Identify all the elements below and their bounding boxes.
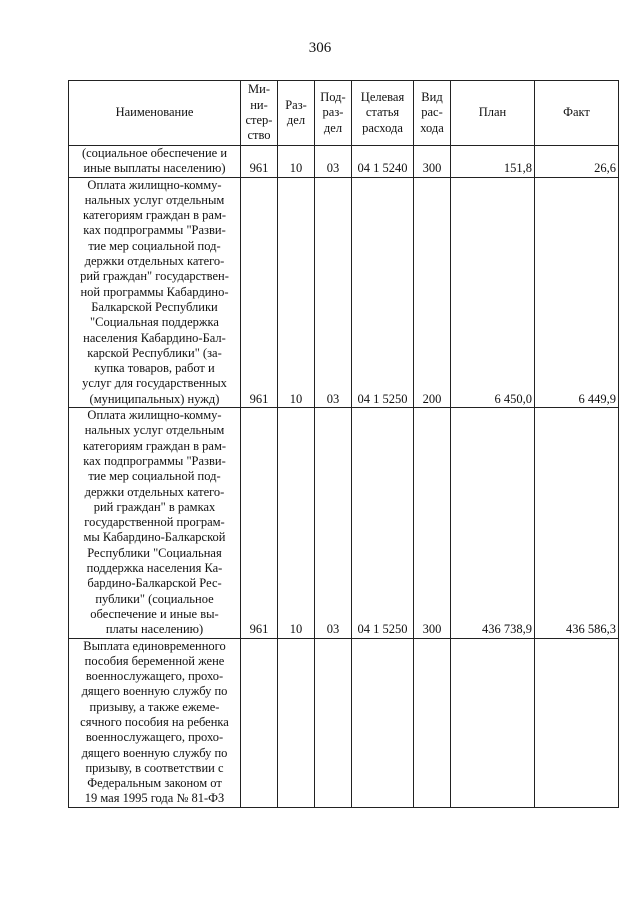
row-target: 04 1 5240 (352, 146, 414, 178)
text-line: поддержка населения Ка- (86, 561, 223, 576)
text-line: услуг для государственных (82, 376, 227, 391)
header-name (69, 81, 241, 146)
text-line: "Социальная поддержка (90, 315, 219, 330)
text-line: Республики "Социальная (87, 545, 222, 560)
text-line: рас- (421, 105, 443, 120)
row-plan (451, 638, 535, 807)
text-line: мы Кабардино-Балкарской (83, 530, 226, 545)
row-subsection: 03 (315, 408, 352, 638)
text-line: ни- (250, 97, 268, 112)
row-fact (535, 638, 619, 807)
text-line: рий граждан" в рамках (93, 499, 216, 514)
row-ministry (241, 638, 278, 807)
text-line: тие мер социальной под- (88, 238, 221, 253)
text-line: 19 мая 1995 года № 81-ФЗ (84, 791, 225, 806)
row-plan: 6 450,0 (451, 177, 535, 407)
text-line: сячного пособия на ребенка (80, 714, 229, 729)
row-section: 10 (278, 177, 315, 407)
row-subsection (315, 638, 352, 807)
table-row (69, 146, 619, 178)
text-line: Оплата жилищно-комму- (87, 408, 222, 423)
row-name (69, 638, 241, 807)
text-line: купка товаров, работ и (94, 361, 215, 376)
row-target: 04 1 5250 (352, 177, 414, 407)
header-target-article (352, 81, 414, 146)
text-line: категориям граждан в рам- (82, 438, 227, 453)
text-line: Под- (320, 90, 346, 105)
text-line: Факт (563, 105, 590, 120)
header-subsection (315, 81, 352, 146)
text-line: обеспечение и иные вы- (90, 606, 219, 621)
row-section (278, 638, 315, 807)
text-line: тие мер социальной под- (88, 469, 221, 484)
row-subsection: 03 (315, 146, 352, 178)
row-fact: 26,6 (535, 146, 619, 178)
text-line: военнослужащего, прохо- (85, 669, 224, 684)
text-line: держки отдельных катего- (84, 254, 225, 269)
row-ministry: 961 (241, 146, 278, 178)
row-target (352, 638, 414, 807)
header-ministry (241, 81, 278, 146)
row-plan: 436 738,9 (451, 408, 535, 638)
text-line: ках подпрограммы "Разви- (83, 453, 226, 468)
text-line: Оплата жилищно-комму- (87, 177, 222, 192)
text-line: Выплата единовременного (83, 638, 226, 653)
row-type: 200 (414, 177, 451, 407)
text-line: (муниципальных) нужд) (89, 391, 220, 406)
text-line: дящего военную службу по (81, 745, 228, 760)
text-line: призыву, а также ежеме- (89, 699, 220, 714)
text-line: нальных услуг отдельным (84, 192, 225, 207)
text-line: военнослужащего, прохо- (85, 730, 224, 745)
header-row (69, 81, 619, 146)
text-line: иные выплаты населению) (83, 161, 226, 176)
budget-table (68, 80, 619, 808)
text-line: дел (323, 120, 343, 135)
text-line: Федеральным законом от (87, 776, 222, 791)
text-line: ках подпрограммы "Разви- (83, 223, 226, 238)
text-line: категориям граждан в рам- (82, 208, 227, 223)
text-line: призыву, в соответствии с (85, 760, 224, 775)
text-line: нальных услуг отдельным (84, 423, 225, 438)
row-type (414, 638, 451, 807)
text-line: карской Республики" (за- (87, 345, 222, 360)
text-line: ство (247, 128, 271, 143)
text-line: рий граждан" государствен- (80, 269, 229, 284)
header-expense-type (414, 81, 451, 146)
row-fact: 436 586,3 (535, 408, 619, 638)
row-type: 300 (414, 146, 451, 178)
row-target: 04 1 5250 (352, 408, 414, 638)
header-section (278, 81, 315, 146)
text-line: (социальное обеспечение и (81, 146, 228, 160)
row-plan: 151,8 (451, 146, 535, 178)
text-line: публики" (социальное (95, 591, 214, 606)
row-section: 10 (278, 146, 315, 178)
row-name (69, 408, 241, 638)
text-line: бардино-Балкарской Рес- (87, 576, 222, 591)
text-line: Вид (421, 90, 443, 105)
text-line: дел (286, 113, 306, 127)
row-name (69, 177, 241, 407)
text-line: населения Кабардино-Бал- (83, 330, 226, 345)
table-row (69, 408, 619, 638)
text-line: стер- (245, 113, 273, 127)
text-line: дящего военную службу по (81, 684, 228, 699)
row-ministry: 961 (241, 408, 278, 638)
text-line: Ми- (248, 82, 270, 97)
row-name (69, 146, 241, 178)
row-ministry: 961 (241, 177, 278, 407)
text-line: Раз- (285, 97, 307, 112)
text-line: Балкарской Республики (91, 299, 218, 314)
text-line: расхода (362, 120, 403, 135)
text-line: хода (420, 120, 444, 135)
row-type: 300 (414, 408, 451, 638)
row-fact: 6 449,9 (535, 177, 619, 407)
text-line: ной программы Кабардино- (80, 284, 229, 299)
header-plan (451, 81, 535, 146)
text-line: План (478, 105, 507, 120)
text-line: государственной програм- (84, 515, 225, 530)
text-line: Наименование (115, 105, 194, 120)
table-row (69, 638, 619, 807)
row-section: 10 (278, 408, 315, 638)
page-number: 306 (308, 40, 332, 56)
table-row (69, 177, 619, 407)
text-line: платы населению) (105, 622, 204, 637)
text-line: держки отдельных катего- (84, 484, 225, 499)
row-subsection: 03 (315, 177, 352, 407)
text-line: раз- (322, 105, 344, 120)
text-line: пособия беременной жене (84, 653, 225, 668)
header-fact (535, 81, 619, 146)
text-line: Целевая (360, 90, 405, 105)
text-line: статья (365, 105, 400, 120)
